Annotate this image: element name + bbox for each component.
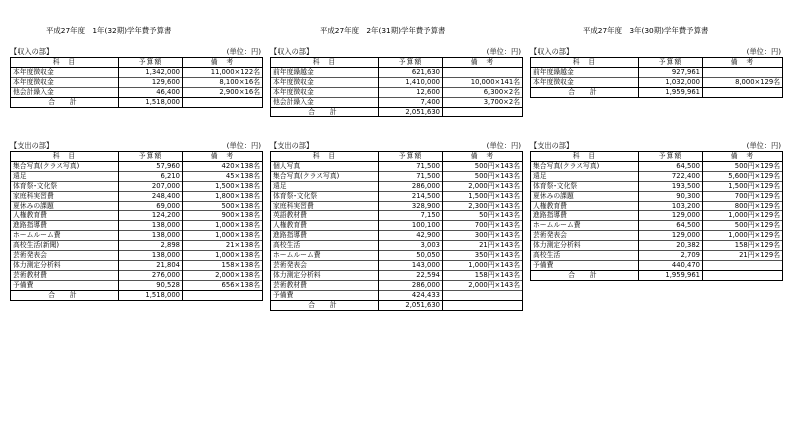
remarks: 500円×143名 [443, 171, 523, 181]
table-row [531, 171, 783, 181]
item-name: 進路指導費 [531, 211, 639, 221]
total-label: 合 計 [11, 290, 119, 300]
section-label: 【収入の部】 [530, 47, 574, 56]
column-header: 備 考 [703, 152, 783, 162]
column-header: 科 目 [271, 152, 379, 162]
budget-amount: 214,500 [379, 191, 443, 201]
table-row [531, 241, 783, 251]
table-row [531, 161, 783, 171]
item-name: 芸術発表会 [531, 231, 639, 241]
table-row [11, 221, 263, 231]
column-header: 予算額 [379, 58, 443, 68]
remarks: 1,000×138名 [183, 231, 263, 241]
column-header: 予算額 [119, 152, 183, 162]
table-row [531, 251, 783, 261]
table-row [271, 181, 523, 191]
income-section-header [530, 47, 783, 57]
remarks: 2,900×16名 [183, 87, 263, 97]
total-row [11, 97, 263, 107]
item-name: ホームルーム費 [531, 221, 639, 231]
remarks: 5,600円×129名 [703, 171, 783, 181]
column-header: 予算額 [379, 152, 443, 162]
header-row [11, 152, 263, 162]
total-remarks [703, 270, 783, 280]
budget-amount: 248,400 [119, 191, 183, 201]
table-row [531, 67, 783, 77]
budget-amount: 71,500 [379, 161, 443, 171]
item-name: 前年度繰越金 [531, 67, 639, 77]
budget-amount: 1,410,000 [379, 77, 443, 87]
item-name: 予備費 [11, 280, 119, 290]
item-name: 芸術教材費 [271, 280, 379, 290]
table-row [271, 221, 523, 231]
remarks [703, 67, 783, 77]
column-header: 備 考 [443, 58, 523, 68]
remarks: 500円×129名 [703, 161, 783, 171]
budget-amount: 129,000 [639, 211, 703, 221]
remarks: 500円×143名 [443, 161, 523, 171]
budget-amount: 50,050 [379, 251, 443, 261]
column-header: 予算額 [639, 152, 703, 162]
budget-amount: 2,709 [639, 251, 703, 261]
total-amount: 1,518,000 [119, 97, 183, 107]
remarks [443, 67, 523, 77]
budget-amount: 46,400 [119, 87, 183, 97]
remarks: 21円×129名 [703, 251, 783, 261]
remarks: 21円×143名 [443, 241, 523, 251]
item-name: 家庭科実習費 [11, 191, 119, 201]
budget-amount: 90,300 [639, 191, 703, 201]
table-row [271, 270, 523, 280]
table-row [271, 260, 523, 270]
remarks: 45×138名 [183, 171, 263, 181]
budget-amount: 100,100 [379, 221, 443, 231]
item-name: 集合写真(クラス写真) [271, 171, 379, 181]
remarks: 2,000×138名 [183, 270, 263, 280]
table-row [271, 161, 523, 171]
column-header: 科 目 [271, 58, 379, 68]
budget-amount: 103,200 [639, 201, 703, 211]
budget-amount: 90,528 [119, 280, 183, 290]
table-row [11, 280, 263, 290]
unit-label: (単位：円) [226, 47, 261, 56]
total-row [531, 270, 783, 280]
budget-amount: 143,000 [379, 260, 443, 270]
item-name: 夏休みの課題 [11, 201, 119, 211]
budget-amount: 42,900 [379, 231, 443, 241]
section-label: 【支出の部】 [10, 141, 54, 150]
total-remarks [183, 290, 263, 300]
table-row [271, 171, 523, 181]
budget-amount: 7,150 [379, 211, 443, 221]
item-name: 本年度徴収金 [271, 87, 379, 97]
unit-label: (単位：円) [746, 141, 781, 150]
item-name: 体力測定分析料 [271, 270, 379, 280]
budget-amount: 2,898 [119, 241, 183, 251]
column-header: 備 考 [183, 152, 263, 162]
total-label: 合 計 [531, 87, 639, 97]
income-section [270, 47, 523, 117]
table-row [531, 201, 783, 211]
item-name: ホームルーム費 [11, 231, 119, 241]
item-name: 体育祭･文化祭 [11, 181, 119, 191]
budget-amount: 276,000 [119, 270, 183, 280]
sheet-title: 平成27年度 2年(31期)学年費予算書 [320, 26, 446, 35]
item-name: 夏休みの課題 [531, 191, 639, 201]
income-section-header [10, 47, 263, 57]
budget-amount: 22,594 [379, 270, 443, 280]
budget-amount: 124,200 [119, 211, 183, 221]
table-row [11, 211, 263, 221]
income-table [10, 57, 263, 108]
item-name: 体育祭･文化祭 [271, 191, 379, 201]
item-name: 体力測定分析料 [11, 260, 119, 270]
income-section [530, 47, 783, 98]
item-name: ホームルーム費 [271, 251, 379, 261]
remarks [443, 290, 523, 300]
sheet-title: 平成27年度 3年(30期)学年費予算書 [583, 26, 709, 35]
column-header: 備 考 [183, 58, 263, 68]
remarks: 700円×129名 [703, 191, 783, 201]
remarks: 420×138名 [183, 161, 263, 171]
item-name: 集合写真(クラス写真) [531, 161, 639, 171]
total-amount: 2,051,630 [379, 300, 443, 310]
budget-amount: 1,032,000 [639, 77, 703, 87]
item-name: 遠足 [271, 181, 379, 191]
remarks: 1,000円×129名 [703, 211, 783, 221]
section-label: 【収入の部】 [10, 47, 54, 56]
sheet-title: 平成27年度 1年(32期)学年費予算書 [46, 26, 172, 35]
column-header: 備 考 [703, 58, 783, 68]
item-name: 遠足 [531, 171, 639, 181]
column-header: 科 目 [11, 58, 119, 68]
remarks: 350円×143名 [443, 251, 523, 261]
remarks: 800円×129名 [703, 201, 783, 211]
budget-amount: 7,400 [379, 97, 443, 107]
column-header: 備 考 [443, 152, 523, 162]
budget-amount: 71,500 [379, 171, 443, 181]
unit-label: (単位：円) [486, 141, 521, 150]
table-row [531, 191, 783, 201]
total-row [271, 300, 523, 310]
expense-section [530, 141, 783, 281]
remarks: 900×138名 [183, 211, 263, 221]
table-row [11, 201, 263, 211]
table-row [11, 77, 263, 87]
income-section-header [270, 47, 523, 57]
item-name: 予備費 [531, 260, 639, 270]
section-label: 【収入の部】 [270, 47, 314, 56]
remarks: 1,000円×129名 [703, 231, 783, 241]
table-row [11, 270, 263, 280]
table-row [271, 211, 523, 221]
remarks: 1,000×138名 [183, 221, 263, 231]
remarks: 11,000×122名 [183, 67, 263, 77]
item-name: 家庭科実習費 [271, 201, 379, 211]
budget-amount: 6,210 [119, 171, 183, 181]
item-name: 遠足 [11, 171, 119, 181]
item-name: 人権教育費 [531, 201, 639, 211]
remarks: 8,000×129名 [703, 77, 783, 87]
table-row [271, 201, 523, 211]
item-name: 芸術発表会 [271, 260, 379, 270]
budget-amount: 193,500 [639, 181, 703, 191]
total-label: 合 計 [271, 300, 379, 310]
total-remarks [183, 97, 263, 107]
budget-amount: 129,000 [639, 231, 703, 241]
budget-amount: 621,630 [379, 67, 443, 77]
expense-section-header [530, 141, 783, 151]
column-header: 予算額 [639, 58, 703, 68]
item-name: 他会計繰入金 [271, 97, 379, 107]
budget-amount: 328,900 [379, 201, 443, 211]
table-row [531, 221, 783, 231]
item-name: 本年度徴収金 [271, 77, 379, 87]
remarks: 300円×143名 [443, 231, 523, 241]
remarks: 1,500円×129名 [703, 181, 783, 191]
remarks: 21×138名 [183, 241, 263, 251]
remarks: 8,100×16名 [183, 77, 263, 87]
header-row [531, 152, 783, 162]
budget-amount: 722,400 [639, 171, 703, 181]
expense-section [270, 141, 523, 311]
remarks: 10,000×141名 [443, 77, 523, 87]
column-header: 予算額 [119, 58, 183, 68]
budget-amount: 440,470 [639, 260, 703, 270]
remarks: 6,300×2名 [443, 87, 523, 97]
total-amount: 1,518,000 [119, 290, 183, 300]
remarks: 158×138名 [183, 260, 263, 270]
total-label: 合 計 [531, 270, 639, 280]
item-name: 体力測定分析料 [531, 241, 639, 251]
item-name: 人権教育費 [11, 211, 119, 221]
remarks: 1,500円×143名 [443, 191, 523, 201]
remarks: 158円×143名 [443, 270, 523, 280]
table-row [531, 260, 783, 270]
budget-amount: 12,600 [379, 87, 443, 97]
unit-label: (単位：円) [226, 141, 261, 150]
item-name: 集合写真(クラス写真) [11, 161, 119, 171]
item-name: 進路指導費 [271, 231, 379, 241]
item-name: 本年度徴収金 [531, 77, 639, 87]
item-name: 個人写真 [271, 161, 379, 171]
header-row [531, 58, 783, 68]
remarks: 700円×143名 [443, 221, 523, 231]
total-row [531, 87, 783, 97]
expense-section-header [270, 141, 523, 151]
budget-amount: 138,000 [119, 221, 183, 231]
total-remarks [443, 300, 523, 310]
table-row [11, 67, 263, 77]
item-name: 本年度徴収金 [11, 77, 119, 87]
table-row [11, 191, 263, 201]
table-row [271, 67, 523, 77]
table-row [531, 181, 783, 191]
section-label: 【支出の部】 [530, 141, 574, 150]
total-label: 合 計 [11, 97, 119, 107]
remarks: 500円×129名 [703, 221, 783, 231]
item-name: 体育祭･文化祭 [531, 181, 639, 191]
total-remarks [443, 107, 523, 117]
remarks: 2,000円×143名 [443, 181, 523, 191]
item-name: 他会計繰入金 [11, 87, 119, 97]
table-row [271, 77, 523, 87]
remarks: 3,700×2名 [443, 97, 523, 107]
table-row [271, 280, 523, 290]
header-row [11, 58, 263, 68]
column-header: 科 目 [11, 152, 119, 162]
table-row [11, 251, 263, 261]
remarks: 50円×143名 [443, 211, 523, 221]
table-row [11, 161, 263, 171]
budget-amount: 138,000 [119, 251, 183, 261]
item-name: 前年度繰越金 [271, 67, 379, 77]
budget-amount: 57,960 [119, 161, 183, 171]
budget-amount: 64,500 [639, 221, 703, 231]
item-name: 高校生活(新聞) [11, 241, 119, 251]
total-amount: 1,959,961 [639, 87, 703, 97]
remarks: 1,000×138名 [183, 251, 263, 261]
remarks: 500×138名 [183, 201, 263, 211]
table-row [271, 191, 523, 201]
remarks: 158円×129名 [703, 241, 783, 251]
table-row [271, 290, 523, 300]
table-row [271, 251, 523, 261]
budget-amount: 129,600 [119, 77, 183, 87]
remarks: 2,000円×143名 [443, 280, 523, 290]
remarks [703, 260, 783, 270]
expense-section-header [10, 141, 263, 151]
item-name: 英語教材費 [271, 211, 379, 221]
remarks: 1,800×138名 [183, 191, 263, 201]
budget-amount: 138,000 [119, 231, 183, 241]
budget-amount: 286,000 [379, 280, 443, 290]
header-row [271, 152, 523, 162]
header-row [271, 58, 523, 68]
total-label: 合 計 [271, 107, 379, 117]
remarks: 1,000円×143名 [443, 260, 523, 270]
item-name: 本年度徴収金 [11, 67, 119, 77]
table-row [531, 231, 783, 241]
column-header: 科 目 [531, 58, 639, 68]
expense-section [10, 141, 263, 301]
remarks: 2,300円×143名 [443, 201, 523, 211]
total-row [11, 290, 263, 300]
table-row [531, 77, 783, 87]
item-name: 進路指導費 [11, 221, 119, 231]
total-remarks [703, 87, 783, 97]
budget-amount: 927,961 [639, 67, 703, 77]
expense-table [270, 151, 523, 311]
table-row [11, 260, 263, 270]
table-row [271, 87, 523, 97]
budget-amount: 286,000 [379, 181, 443, 191]
expense-table [530, 151, 783, 281]
total-row [271, 107, 523, 117]
budget-amount: 64,500 [639, 161, 703, 171]
table-row [11, 231, 263, 241]
table-row [271, 231, 523, 241]
item-name: 芸術教材費 [11, 270, 119, 280]
budget-amount: 3,003 [379, 241, 443, 251]
section-label: 【支出の部】 [270, 141, 314, 150]
unit-label: (単位：円) [746, 47, 781, 56]
budget-amount: 424,433 [379, 290, 443, 300]
column-header: 科 目 [531, 152, 639, 162]
budget-amount: 207,000 [119, 181, 183, 191]
budget-amount: 1,342,000 [119, 67, 183, 77]
table-row [11, 87, 263, 97]
item-name: 人権教育費 [271, 221, 379, 231]
item-name: 高校生活 [271, 241, 379, 251]
item-name: 芸術発表会 [11, 251, 119, 261]
budget-amount: 21,804 [119, 260, 183, 270]
item-name: 予備費 [271, 290, 379, 300]
table-row [271, 241, 523, 251]
table-row [11, 241, 263, 251]
table-row [271, 97, 523, 107]
table-row [11, 181, 263, 191]
budget-amount: 69,000 [119, 201, 183, 211]
remarks: 656×138名 [183, 280, 263, 290]
table-row [11, 171, 263, 181]
income-table [530, 57, 783, 98]
total-amount: 1,959,961 [639, 270, 703, 280]
income-table [270, 57, 523, 117]
unit-label: (単位：円) [486, 47, 521, 56]
income-section [10, 47, 263, 108]
budget-amount: 20,382 [639, 241, 703, 251]
table-row [531, 211, 783, 221]
total-amount: 2,051,630 [379, 107, 443, 117]
expense-table [10, 151, 263, 301]
remarks: 1,500×138名 [183, 181, 263, 191]
item-name: 高校生活 [531, 251, 639, 261]
